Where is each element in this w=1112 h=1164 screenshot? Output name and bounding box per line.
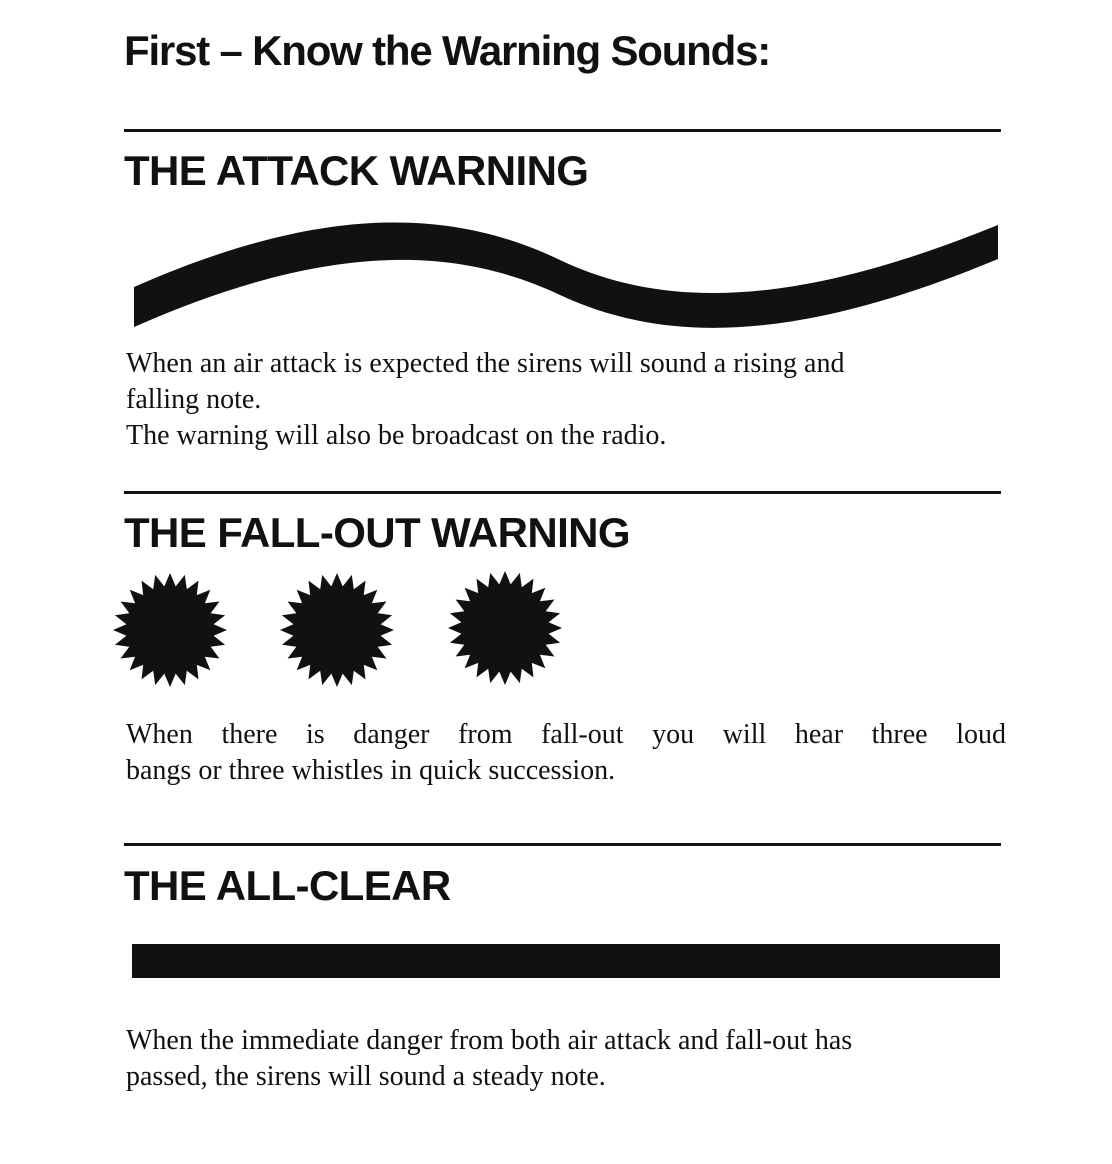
attack-warning-line-1: When an air attack is expected the sirens will sound a rising and xyxy=(126,348,845,379)
attack-warning-wave-icon xyxy=(120,205,1010,335)
attack-warning-line-3: The warning will also be broadcast on the radio. xyxy=(126,420,667,451)
all-clear-line-1: When the immediate danger from both air attack and fall-out has xyxy=(126,1025,853,1056)
page-title: First – Know the Warning Sounds: xyxy=(124,27,771,74)
fallout-bangs-icon xyxy=(110,568,580,698)
all-clear-line-2: passed, the sirens will sound a steady note. xyxy=(126,1061,606,1092)
starburst-bang-2-icon xyxy=(280,573,394,687)
heading-attack-warning: THE ATTACK WARNING xyxy=(124,147,589,194)
all-clear-steady-bar-icon xyxy=(132,944,1000,978)
starburst-bang-1-icon xyxy=(113,573,227,687)
heading-all-clear: THE ALL-CLEAR xyxy=(124,862,451,909)
all-clear-description xyxy=(126,1023,1006,1095)
fallout-warning-line-1: When there is danger from fall-out you will hear three loud xyxy=(126,719,1006,750)
fallout-warning-line-2: bangs or three whistles in quick succession. xyxy=(126,755,616,786)
attack-warning-description xyxy=(126,346,1006,454)
section-divider-fallout xyxy=(124,491,1001,494)
section-divider-all-clear xyxy=(124,843,1001,846)
section-divider-attack xyxy=(124,129,1001,132)
fallout-warning-description xyxy=(126,717,1006,789)
starburst-bang-3-icon xyxy=(448,571,562,685)
heading-fallout-warning: THE FALL-OUT WARNING xyxy=(124,509,630,556)
attack-warning-line-2: falling note. xyxy=(126,384,262,415)
